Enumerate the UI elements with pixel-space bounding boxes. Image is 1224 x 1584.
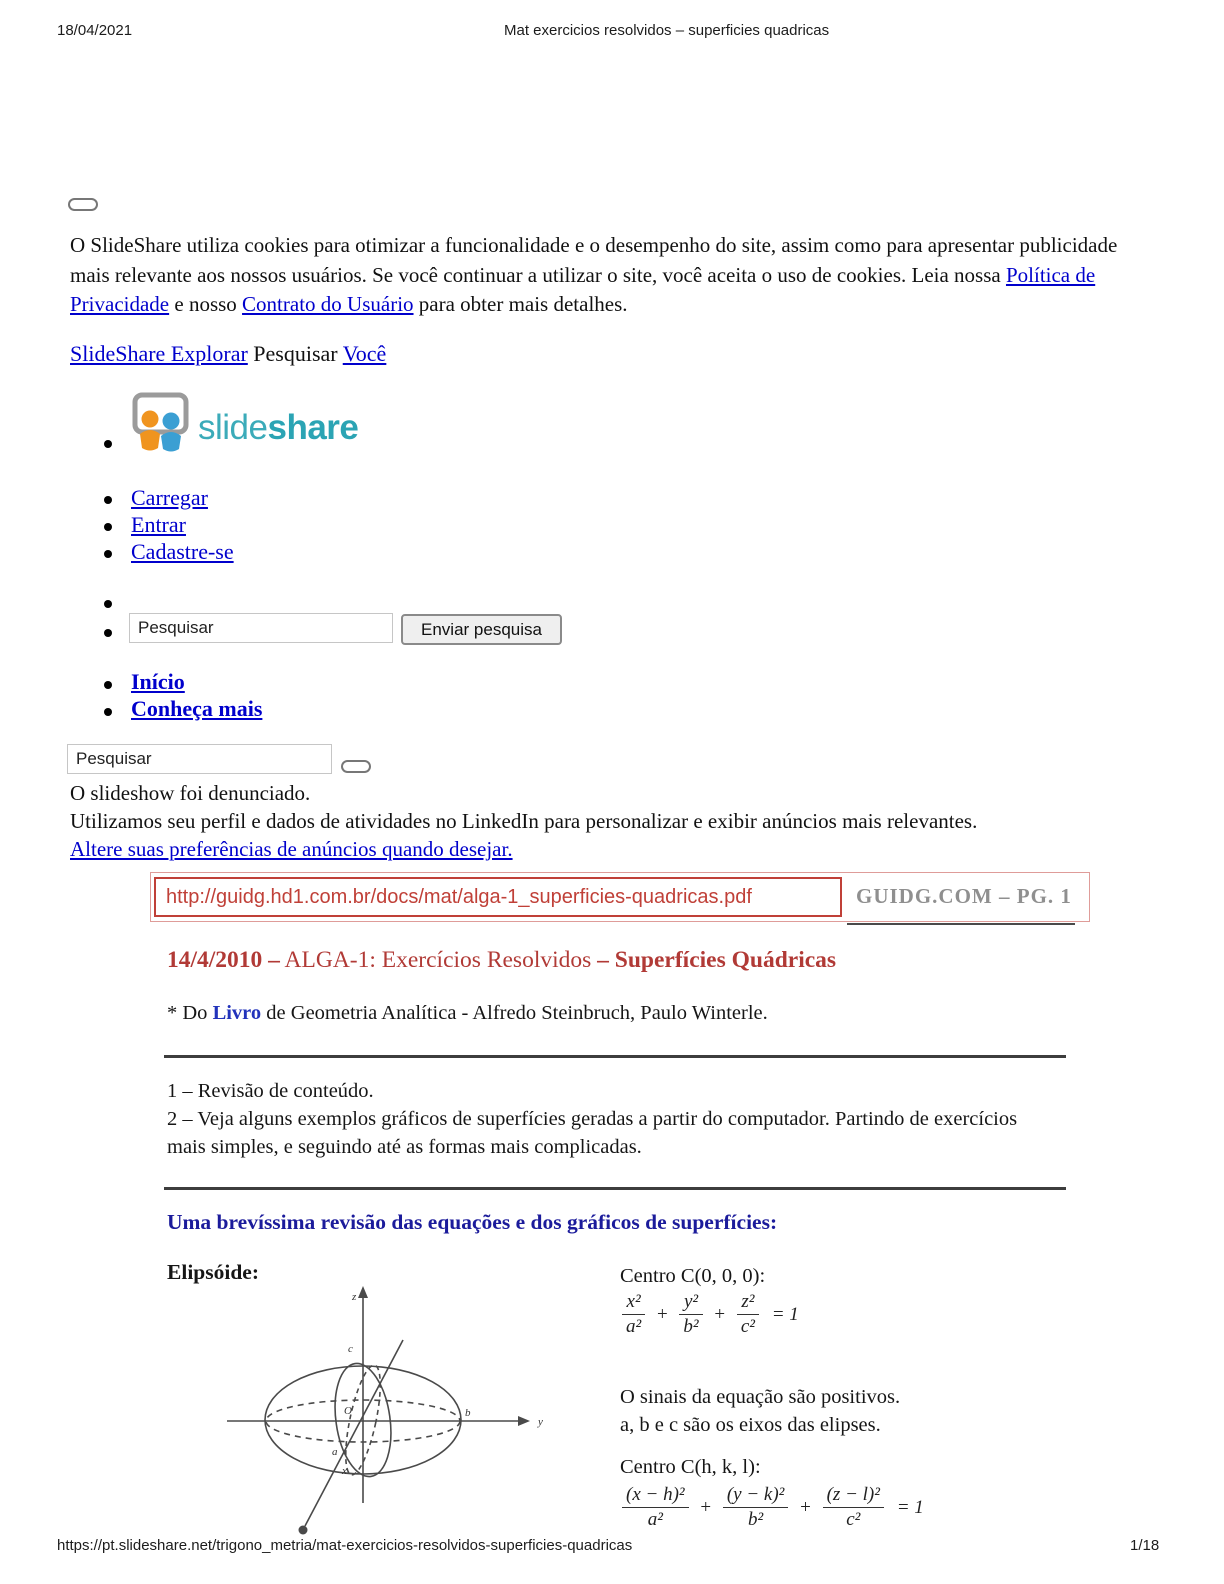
frac-num: x² [626, 1291, 641, 1312]
cookie-banner [70, 231, 1152, 320]
plus-operator: + [700, 1496, 712, 1518]
equation-ellipsoid-origin [620, 1291, 799, 1338]
list-bullet [104, 681, 112, 689]
document-title [167, 947, 836, 974]
frac-num: z² [741, 1291, 755, 1312]
content-item-2: 2 – Veja alguns exemplos gráficos de superfícies geradas a partir do computador. Partindo de exercícios mais simples, e seguindo até as formas mais complicadas. [167, 1108, 1018, 1158]
wordmark-share: share [267, 408, 359, 447]
frac-num: (z − l)² [826, 1484, 880, 1505]
fraction-term [723, 1484, 789, 1531]
list-bullet [104, 629, 112, 637]
center-origin-label: Centro C(0, 0, 0): [620, 1265, 766, 1287]
page-reference: GUIDG.COM – PG. 1 [856, 884, 1072, 908]
semi-axis-label-b: b [465, 1407, 471, 1419]
slideshare-wordmark [198, 408, 358, 448]
cookie-text-after: para obter mais detalhes. [413, 292, 628, 316]
plus-operator: + [714, 1303, 726, 1325]
menu-item-carregar[interactable]: Carregar [131, 485, 208, 510]
collapsed-search-toggle[interactable] [341, 760, 371, 773]
frac-den: c² [737, 1314, 759, 1338]
report-notice [70, 779, 977, 863]
collapsed-banner-toggle[interactable] [68, 198, 98, 211]
submit-search-button[interactable]: Enviar pesquisa [401, 614, 562, 645]
equation-note-2: a, b e c são os eixos das elipses. [620, 1414, 881, 1436]
print-footer-url: https://pt.slideshare.net/trigono_metria/mat-exercicios-resolvidos-superficies-quadricas [57, 1537, 633, 1554]
source-post: de Geometria Analítica - Alfredo Steinbruch, Paulo Winterle. [261, 1002, 768, 1024]
you-link[interactable]: Você [342, 341, 387, 366]
slideshare-logo[interactable] [128, 392, 192, 459]
equation-note-1: O sinais da equação são positivos. [620, 1386, 901, 1408]
horizontal-rule [164, 1187, 1066, 1190]
notice-line2: Utilizamos seu perfil e dados de atividades no LinkedIn para personalizar e exibir anúncios mais relevantes. [70, 809, 978, 833]
ellipsoid-diagram-icon [222, 1282, 552, 1564]
frac-den: a² [622, 1507, 689, 1531]
frac-num: (x − h)² [626, 1484, 685, 1505]
slideshare-explore-link[interactable]: SlideShare Explorar [70, 341, 248, 366]
list-bullet [104, 708, 112, 716]
menu-search-input[interactable] [129, 613, 393, 643]
list-bullet [104, 523, 112, 531]
ellipsoid-figure [222, 1282, 552, 1569]
cookie-text: O SlideShare utiliza cookies para otimizar a funcionalidade e o desempenho do site, assim como para apresentar publicidade mais relevante aos nossos usuários. Se você continuar a utilizar o site, você aceita o uso de cookies. Leia nossa [70, 233, 1118, 287]
list-bullet [104, 600, 112, 608]
semi-axis-label-c: c [348, 1343, 353, 1355]
frac-den: b² [679, 1314, 702, 1338]
print-header-date: 18/04/2021 [57, 22, 133, 39]
notice-line1: O slideshow foi denunciado. [70, 781, 311, 805]
plus-operator: + [656, 1303, 668, 1325]
origin-label-o: O [344, 1405, 352, 1417]
list-bullet [104, 550, 112, 558]
page-reference-underline [847, 923, 1075, 925]
plus-operator: + [800, 1496, 811, 1518]
source-line [167, 999, 768, 1027]
doc-title-mid: ALGA-1: Exercícios Resolvidos [279, 947, 598, 973]
fraction-term [679, 1291, 702, 1338]
frac-num: (y − k)² [726, 1484, 785, 1505]
cookie-text-middle: e nosso [169, 292, 243, 316]
list-bullet [104, 440, 112, 448]
axis-label-x: x [342, 1465, 347, 1477]
list-bullet [104, 496, 112, 504]
content-list [167, 1077, 1047, 1161]
content-item-1: 1 – Revisão de conteúdo. [167, 1080, 374, 1102]
document-url-text: http://guidg.hd1.com.br/docs/mat/alga-1_superficies-quadricas.pdf [166, 885, 752, 908]
top-nav-search-label: Pesquisar [253, 341, 338, 366]
slideshare-logo-icon [128, 392, 192, 454]
center-hkl-label: Centro C(h, k, l): [620, 1456, 761, 1478]
menu-item-entrar[interactable]: Entrar [131, 512, 186, 537]
fraction-term [737, 1291, 759, 1338]
source-pre: * Do [167, 1002, 213, 1024]
nav-item-inicio[interactable]: Início [131, 669, 185, 694]
privacy-policy-link[interactable]: Política de Privacidade [70, 262, 1096, 316]
ad-preferences-link[interactable]: Altere suas preferências de anúncios quando desejar. [70, 837, 513, 861]
figure-label: Elipsóide: [167, 1260, 259, 1284]
nav-item-conheca-mais[interactable]: Conheça mais [131, 696, 263, 721]
fraction-term [622, 1484, 689, 1531]
axis-label-z: z [352, 1291, 357, 1303]
doc-title-emph: – Superfícies Quádricas [597, 947, 837, 973]
equation-rhs: = 1 [771, 1303, 799, 1325]
fraction-term [622, 1291, 645, 1338]
frac-den: c² [823, 1507, 884, 1531]
page-search-input[interactable] [67, 744, 332, 774]
source-book: Livro [212, 1002, 262, 1024]
print-footer-page-number: 1/18 [1130, 1537, 1160, 1554]
axis-label-y: y [538, 1416, 543, 1428]
frac-den: a² [622, 1314, 645, 1338]
frac-den: b² [723, 1507, 789, 1531]
menu-item-cadastre-se[interactable]: Cadastre-se [131, 539, 234, 564]
doc-title-date: 14/4/2010 – [167, 947, 280, 973]
equation-rhs: = 1 [896, 1496, 924, 1518]
frac-num: y² [683, 1291, 699, 1312]
top-nav [70, 341, 386, 367]
print-header-title: Mat exercicios resolvidos – superficies quadricas [504, 22, 830, 39]
semi-axis-label-a: a [332, 1446, 338, 1458]
wordmark-slide: slide [198, 408, 268, 447]
user-agreement-link[interactable]: Contrato do Usuário [242, 292, 414, 316]
fraction-term [823, 1484, 884, 1531]
equation-ellipsoid-translated [620, 1484, 980, 1546]
section-heading: Uma brevíssima revisão das equações e dos gráficos de superfícies: [167, 1210, 778, 1234]
horizontal-rule [164, 1055, 1066, 1058]
document-url-box [154, 877, 842, 917]
